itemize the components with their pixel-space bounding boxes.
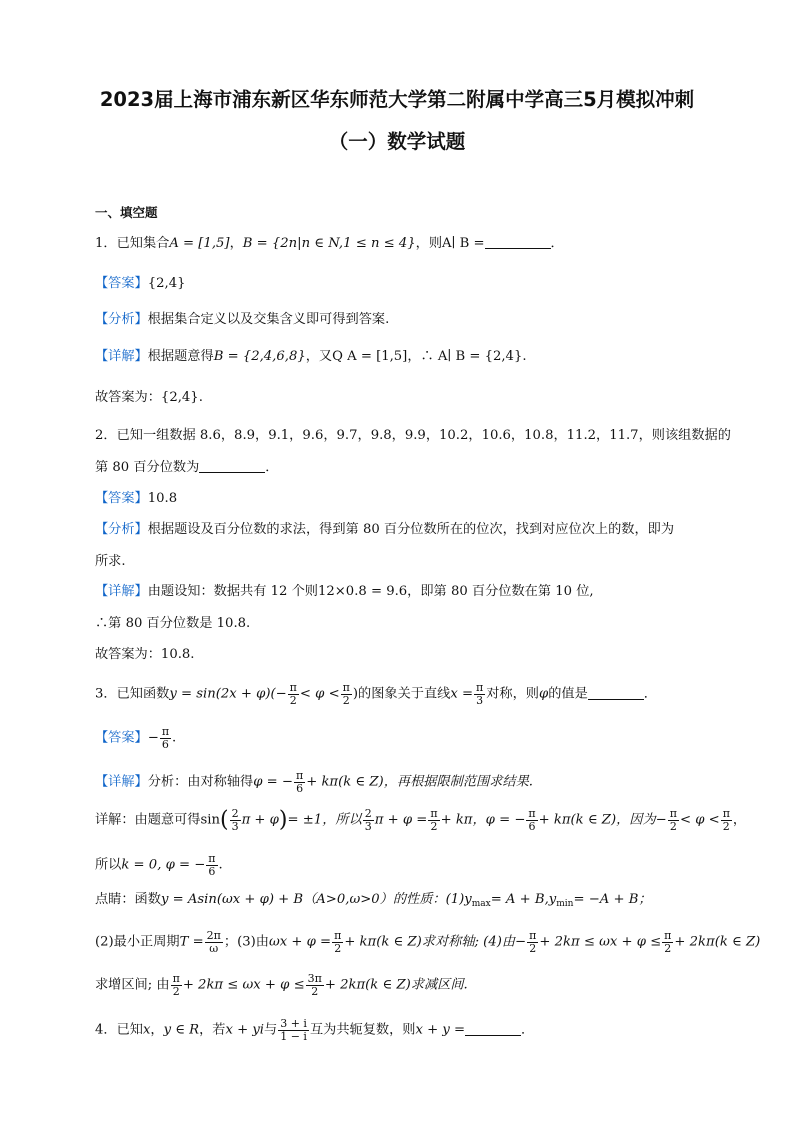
q3-note-e: y: [548, 892, 557, 907]
detail-tag: 【详解】: [95, 774, 148, 790]
frac-den: 2: [669, 819, 677, 833]
frac-den: 6: [208, 864, 216, 878]
question-4: [95, 1018, 534, 1042]
q2-final: 故答案为：10.8.: [95, 647, 195, 662]
q4-stem-d: 与: [264, 1022, 278, 1038]
q3-answer-blank: [588, 687, 644, 700]
q4-expr: x + yi: [225, 1022, 265, 1038]
q3-p3-a: 求增区间; 由: [95, 977, 170, 993]
q1-analysis: 根据集合定义以及交集含义即可得到答案.: [147, 312, 390, 327]
frac-den: 2: [529, 941, 537, 955]
q3-p2-frac-a: [332, 930, 343, 954]
q1-sep: ，: [229, 236, 243, 251]
q3-line-x: x =: [450, 686, 474, 702]
q3-stem-b: )的图象关于直线: [352, 686, 451, 702]
q2-stem-line2: [95, 460, 278, 474]
frac-den: 3: [364, 819, 372, 833]
q3-p3-c: + 2kπ(k ∈ Z)求减区间.: [324, 977, 468, 993]
detail-tag: 【详解】: [95, 349, 148, 364]
analysis-tag: 【分析】: [95, 312, 148, 327]
question-1: [95, 236, 564, 250]
q3-so-b: k = 0, φ = −: [121, 857, 206, 873]
frac-num: π: [295, 769, 304, 782]
q3-exp-frac-pi-2b: [668, 808, 679, 832]
q1-detail-b: B = {2,4,6,8}: [213, 349, 306, 364]
q3-so-a: 所以: [95, 857, 122, 873]
q1-set-a: A = [1,5]: [169, 236, 230, 251]
frac-num: π: [669, 807, 677, 820]
frac-num: π: [476, 681, 484, 694]
q2-answer-line: [95, 492, 177, 505]
q3-note-b: y = Asin(ωx + φ) + B（A>0,ω>0）的性质：(1): [160, 892, 465, 907]
q3-end: ．: [643, 686, 657, 702]
q3-stem-a: 3．已知函数: [95, 686, 170, 702]
q1-stem: 1．已知集合: [95, 236, 170, 251]
document-title-line1: 2023届上海市浦东新区华东师范大学第二附属中学高三5月模拟冲刺: [99, 88, 695, 111]
frac-num: π: [528, 807, 536, 820]
q3-p2-d: ωx + φ =: [268, 934, 332, 950]
q3-exp-h: + kπ(k ∈ Z)，因为−: [538, 812, 667, 828]
q3-exp-e: π + φ =: [374, 812, 428, 828]
paren-right: ): [278, 807, 288, 833]
q3-p3-frac-b: [306, 973, 324, 997]
q1-set-b: B = {2n|n ∈ N,1 ≤ n ≤ 4}: [242, 236, 416, 251]
q3-so-frac: [206, 853, 217, 877]
frac-den: 2: [334, 941, 342, 955]
q3-detail-b: φ = −: [253, 774, 293, 790]
q1-answer-line: [95, 277, 186, 290]
frac-num: 3π: [307, 972, 322, 985]
frac-num: π: [172, 972, 180, 985]
q3-p2-g: + 2kπ(k ∈ Z): [674, 934, 761, 950]
q3-phi: φ: [539, 686, 549, 702]
q3-p2-frac-b: [527, 930, 538, 954]
frac-num: π: [334, 929, 342, 942]
document-title-line2: （一）数学试题: [328, 130, 466, 153]
frac-den: 2: [172, 984, 180, 998]
q2-detail2: ∴第 80 百分位数是 10.8.: [95, 616, 251, 631]
frac-num: 3 + i: [280, 1017, 307, 1030]
q3-detail-frac: [294, 770, 305, 794]
q3-p2-e: + kπ(k ∈ Z)求对称轴; (4)由−: [344, 934, 527, 950]
frac-den: 6: [161, 737, 169, 751]
q4-stem-b: y ∈ R: [163, 1022, 200, 1038]
q3-exp-frac-pi-2: [428, 808, 439, 832]
q3-p2-frac-c: [662, 930, 673, 954]
q4-frac: [278, 1018, 309, 1042]
q3-so-line: [95, 853, 223, 877]
frac-num: 2: [231, 807, 239, 820]
q3-so-c: .: [218, 857, 223, 873]
frac-den: 3: [231, 819, 239, 833]
q3-p2-c: ；(3)由: [223, 934, 269, 950]
frac-den: ω: [209, 941, 219, 955]
q3-note-max: max: [471, 899, 491, 909]
q3-answer-suffix: .: [172, 730, 177, 746]
q3-stem-d: 的值是: [548, 686, 588, 702]
q3-exp-g: φ = −: [485, 812, 526, 828]
frac-num: π: [342, 681, 350, 694]
q3-frac-pi-2: [288, 682, 299, 706]
detail-tag: 【详解】: [95, 584, 148, 599]
answer-tag: 【答案】: [95, 730, 148, 746]
q1-final: 故答案为：{2,4}.: [95, 390, 203, 405]
q3-frac-pi-3: [474, 682, 485, 706]
q2-answer: 10.8: [147, 491, 178, 506]
q3-detail-a: 分析：由对称轴得: [147, 774, 254, 790]
q3-exp-frac-pi-6: [526, 808, 537, 832]
frac-num: π: [529, 929, 537, 942]
q3-frac-pi-2b: [341, 682, 352, 706]
frac-den: 2: [664, 941, 672, 955]
q2-analysis2: 所求.: [95, 554, 126, 569]
q3-p2-b: T =: [179, 934, 204, 950]
frac-den: 1 − i: [280, 1029, 307, 1043]
q3-note-a: 点睛：函数: [95, 892, 161, 907]
q4-x: x: [142, 1022, 151, 1038]
q3-note-line: [95, 893, 652, 909]
q3-answer-frac: [160, 726, 171, 750]
frac-den: 6: [528, 819, 536, 833]
frac-den: 2: [311, 984, 319, 998]
q3-exp-i: < φ <: [679, 812, 720, 828]
q3-exp-b: sin: [200, 812, 220, 828]
paren-left: (: [219, 807, 229, 833]
q3-p3-frac-a: [171, 973, 182, 997]
q3-p2-a: (2)最小正周期: [95, 934, 180, 950]
q3-exp-d: = ±1，所以: [287, 812, 362, 828]
q3-answer-sign: −: [147, 730, 159, 746]
q1-ask: ，则A∣ B =: [415, 236, 485, 251]
q3-detail-line: [95, 770, 533, 794]
q4-answer-blank: [465, 1023, 521, 1036]
q1-answer: {2,4}: [147, 276, 186, 291]
q2-detail: 由题设知：数据共有 12 个则12×0.8 = 9.6，即第 80 百分位数在第 10 位,: [147, 584, 594, 599]
q3-exp-a: 详解：由题意可得: [95, 812, 201, 828]
q4-stem-c: ，若: [199, 1022, 226, 1038]
q4-stem-a: 4．已知: [95, 1022, 143, 1038]
q3-answer-line: [95, 726, 176, 750]
q1-detail-a: 根据题意得: [147, 349, 214, 364]
q3-period-frac: [205, 930, 223, 954]
frac-den: 2: [722, 819, 730, 833]
q3-exp-frac-2-3b: [363, 808, 374, 832]
q2-analysis-line: [95, 523, 674, 536]
q3-p2-f: + 2kπ ≤ ωx + φ ≤: [539, 934, 662, 950]
q4-sep: ，: [150, 1022, 164, 1038]
q3-note-f: = −A + B；: [573, 892, 652, 907]
q2-answer-blank: [199, 460, 265, 473]
frac-den: 2: [289, 693, 297, 707]
frac-num: π: [722, 807, 730, 820]
q2-detail-line: [95, 585, 594, 598]
frac-num: π: [161, 725, 170, 738]
q2-analysis1: 根据题设及百分位数的求法，得到第 80 百分位数所在的位次，找到对应位次上的数，即为: [147, 522, 675, 537]
q4-end: ．: [521, 1022, 535, 1038]
q3-exp-c: π + φ: [241, 812, 279, 828]
q1-detail-line: [95, 350, 527, 363]
q3-note-min: min: [556, 899, 574, 909]
frac-den: 6: [296, 781, 304, 795]
q3-detail-c: + kπ(k ∈ Z)，再根据限制范围求结果.: [306, 774, 533, 790]
frac-num: π: [208, 852, 216, 865]
q3-note-c: y: [464, 892, 472, 907]
frac-den: 2: [342, 693, 350, 707]
answer-tag: 【答案】: [95, 491, 148, 506]
q3-p3-b: + 2kπ ≤ ωx + φ ≤: [182, 977, 305, 993]
q2-stem-line1: 2．已知一组数据 8.6，8.9，9.1，9.6，9.7，9.8，9.9，10.2，10.6，10.8，11.2，11.7，则该组数据的: [95, 428, 731, 443]
frac-num: π: [664, 929, 672, 942]
q1-detail-c: ，又Q A = [1,5]，∴ A∣ B = {2,4}.: [305, 349, 527, 364]
q3-exp-frac-2-3: [230, 808, 241, 832]
frac-num: 2: [364, 807, 372, 820]
frac-num: π: [289, 681, 297, 694]
question-3: [95, 682, 657, 706]
frac-den: 3: [476, 693, 484, 707]
q3-func: y = sin(2x + φ)(−: [169, 686, 287, 702]
q1-answer-blank: [485, 236, 551, 249]
q2-end: ．: [265, 460, 279, 475]
q3-note-d: = A + B,: [490, 892, 549, 907]
q3-exp-j: ，: [732, 812, 747, 828]
q3-stem-c: 对称，则: [486, 686, 539, 702]
q3-explain-line: [95, 808, 746, 832]
q3-decrease-line: [95, 973, 468, 997]
q1-analysis-line: [95, 313, 389, 326]
q3-exp-frac-pi-2c: [721, 808, 732, 832]
section-heading: 一、填空题: [95, 205, 158, 220]
q3-props-line: [95, 930, 760, 954]
analysis-tag: 【分析】: [95, 522, 148, 537]
q3-exp-f: + kπ，: [440, 812, 486, 828]
frac-den: 2: [430, 819, 438, 833]
answer-tag: 【答案】: [95, 276, 148, 291]
q4-ask: x + y =: [415, 1022, 466, 1038]
q1-end: ．: [550, 236, 564, 251]
frac-num: 2π: [206, 929, 221, 942]
q4-stem-e: 互为共轭复数，则: [309, 1022, 416, 1038]
q2-stem2: 第 80 百分位数为: [95, 460, 200, 475]
frac-num: π: [430, 807, 438, 820]
q3-cond-mid: < φ <: [299, 686, 340, 702]
